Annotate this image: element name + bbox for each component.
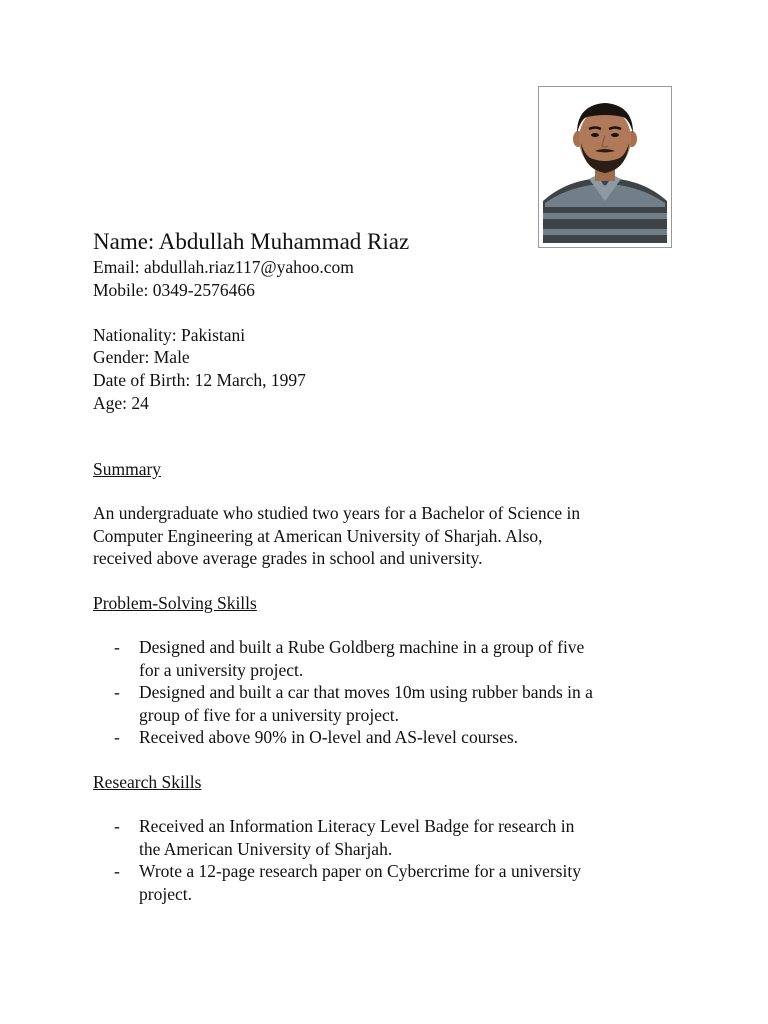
email-line: Email: abdullah.riaz117@yahoo.com bbox=[93, 257, 354, 277]
bullet-text: Wrote a 12-page research paper on Cybercrime for a university bbox=[139, 861, 581, 881]
profile-photo bbox=[538, 86, 672, 248]
bullet-text: Received above 90% in O-level and AS-level courses. bbox=[139, 727, 519, 747]
nationality-line: Nationality: Pakistani bbox=[93, 325, 246, 345]
bullet-dash: - bbox=[114, 637, 120, 657]
bullet-text: for a university project. bbox=[139, 659, 304, 680]
bullet-dash: - bbox=[114, 727, 120, 747]
bullet-text: project. bbox=[139, 883, 192, 904]
bullet-dash: - bbox=[114, 816, 120, 836]
profile-photo-image bbox=[543, 91, 667, 243]
bullet-text: group of five for a university project. bbox=[139, 704, 399, 725]
problem-solving-heading: Problem-Solving Skills bbox=[93, 593, 257, 613]
bullet-dash: - bbox=[114, 682, 120, 702]
bullet-text: Received an Information Literacy Level Badge for research in bbox=[139, 816, 575, 836]
bullet-dash: - bbox=[114, 861, 120, 881]
dob-line: Date of Birth: 12 March, 1997 bbox=[93, 370, 306, 390]
research-heading: Research Skills bbox=[93, 772, 202, 792]
applicant-name: Name: Abdullah Muhammad Riaz bbox=[93, 229, 410, 254]
bullet-text: Designed and built a car that moves 10m using rubber bands in a bbox=[139, 682, 593, 702]
summary-line: An undergraduate who studied two years for a Bachelor of Science in bbox=[93, 503, 581, 523]
bullet-text: the American University of Sharjah. bbox=[139, 838, 393, 859]
summary-line: received above average grades in school and university. bbox=[93, 548, 483, 568]
bullet-text: Designed and built a Rube Goldberg machine in a group of five bbox=[139, 637, 585, 657]
summary-line: Computer Engineering at American University of Sharjah. Also, bbox=[93, 525, 543, 546]
age-line: Age: 24 bbox=[93, 393, 149, 413]
gender-line: Gender: Male bbox=[93, 347, 190, 367]
mobile-line: Mobile: 0349-2576466 bbox=[93, 280, 255, 300]
summary-heading: Summary bbox=[93, 459, 162, 479]
summary-paragraph bbox=[93, 502, 693, 570]
